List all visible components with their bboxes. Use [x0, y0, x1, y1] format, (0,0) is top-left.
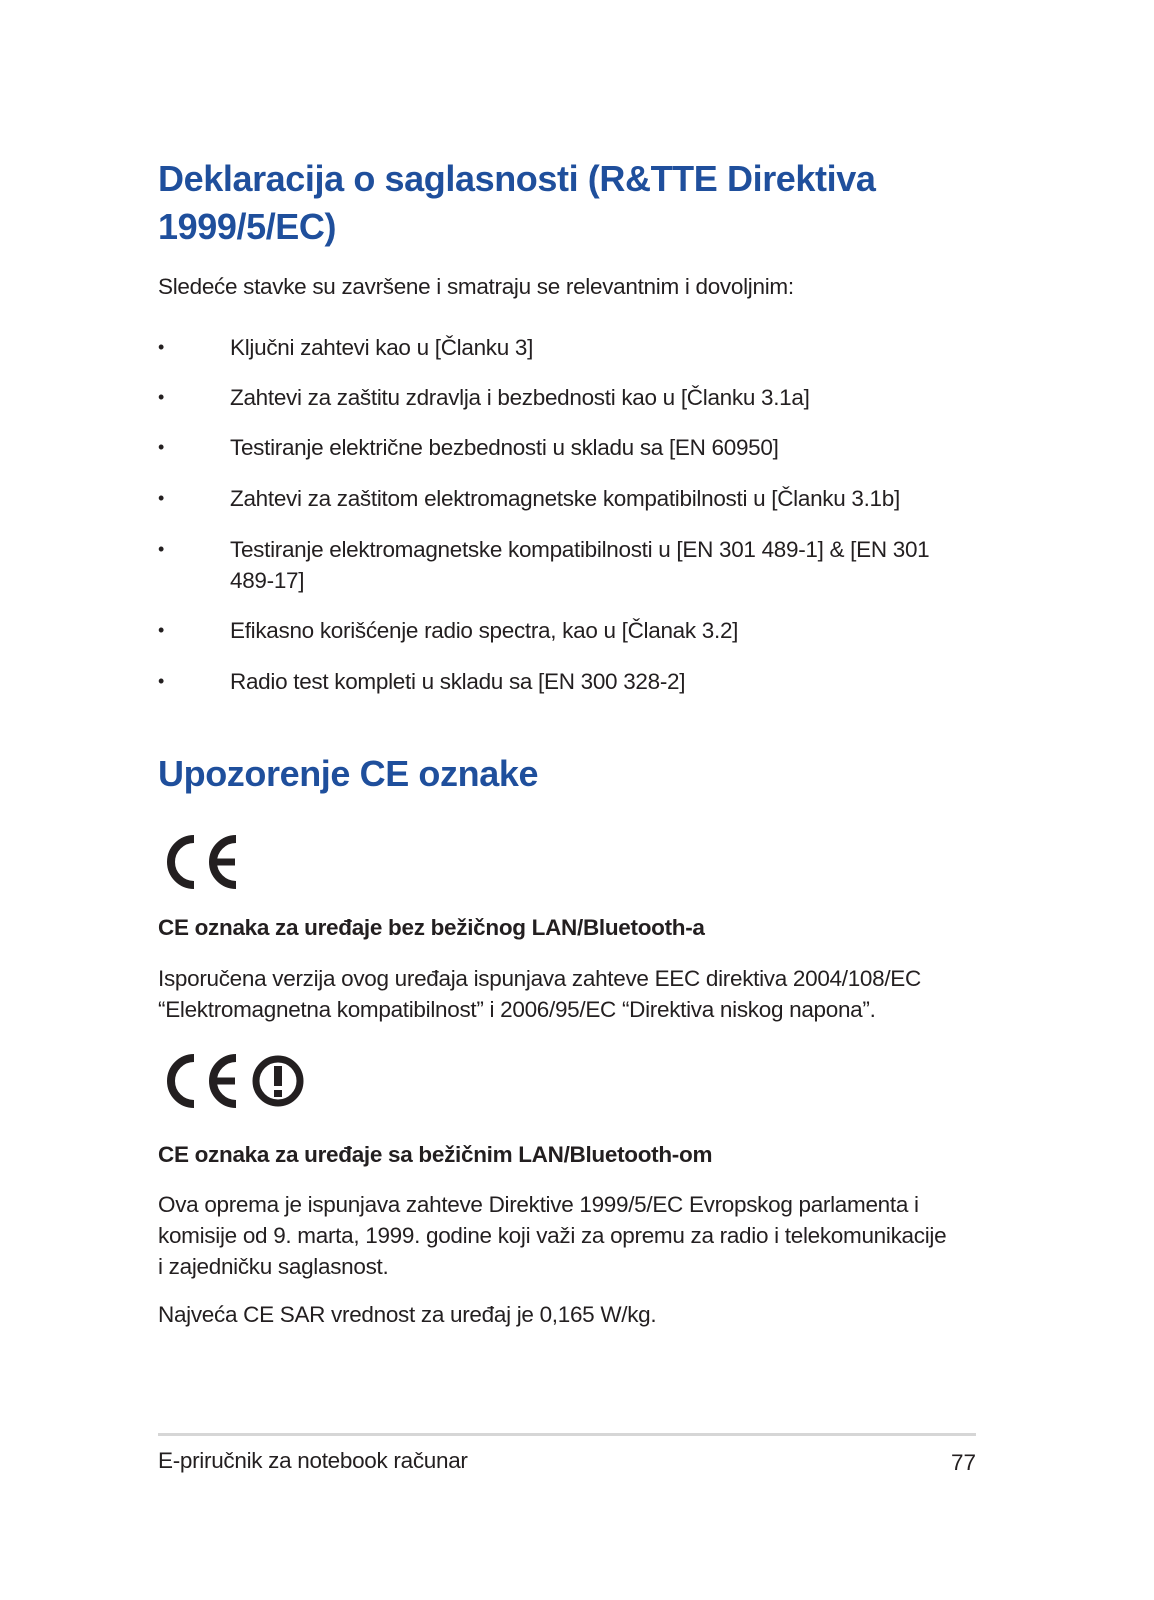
paragraph-without-wireless [158, 963, 978, 1025]
section-title-ce-warning: Upozorenje CE oznake [158, 753, 539, 794]
list-item-text: Zahtevi za zaštitom elektromagnetske kompatibilnosti u [Članku 3.1b] [230, 486, 900, 511]
paragraph-line: komisije od 9. marta, 1999. godine koji važi za opremu za radio i telekomunikacije [158, 1223, 947, 1248]
ce-mark-icon [163, 834, 243, 895]
list-item-text-line-1: Testiranje elektromagnetske kompatibilnosti u [EN 301 489-1] & [EN 301 [230, 537, 930, 562]
list-item-text [230, 534, 980, 596]
list-item-text: Radio test kompleti u skladu sa [EN 300 328-2] [230, 669, 686, 694]
list-item-text: Zahtevi za zaštitu zdravlja i bezbednosti kao u [Članku 3.1a] [230, 385, 810, 410]
bullet-icon: • [158, 539, 165, 559]
list-item-text: Efikasno korišćenje radio spectra, kao u [Članak 3.2] [230, 618, 739, 643]
page-number: 77 [950, 1450, 976, 1475]
bullet-icon: • [158, 671, 165, 691]
list-item-text-line-2: 489-17] [230, 568, 305, 593]
paragraph-line: i zajedničku saglasnost. [158, 1254, 389, 1279]
subhead-without-wireless: CE oznaka za uređaje bez bežičnog LAN/Bluetooth-a [158, 915, 705, 940]
bullet-icon: • [158, 337, 165, 357]
title-line-1: Deklaracija o saglasnosti (R&TTE Direktiva [158, 158, 876, 199]
list-item-text: Testiranje električne bezbednosti u skladu sa [EN 60950] [230, 435, 779, 460]
bullet-icon: • [158, 488, 165, 508]
section-title-declaration [158, 155, 1018, 251]
footer-divider [158, 1433, 976, 1436]
ce-mark-svg [163, 834, 243, 890]
paragraph-line: Isporučena verzija ovog uređaja ispunjava zahteve EEC direktiva 2004/108/EC [158, 966, 921, 991]
footer-manual-title: E-priručnik za notebook računar [158, 1448, 468, 1473]
paragraph-with-wireless [158, 1189, 978, 1282]
list-item-text: Ključni zahtevi kao u [Članku 3] [230, 335, 534, 360]
subhead-with-wireless: CE oznaka za uređaje sa bežičnim LAN/Bluetooth-om [158, 1142, 713, 1167]
bullet-icon: • [158, 387, 165, 407]
title-line-2: 1999/5/EC) [158, 206, 337, 247]
paragraph-line: Ova oprema je ispunjava zahteve Direktive 1999/5/EC Evropskog parlamenta i [158, 1192, 919, 1217]
bullet-icon: • [158, 437, 165, 457]
paragraph-line: “Elektromagnetna kompatibilnost” i 2006/95/EC “Direktiva niskog napona”. [158, 997, 876, 1022]
ce-alert-mark-svg [163, 1053, 308, 1109]
bullet-icon: • [158, 620, 165, 640]
sar-value-paragraph: Najveća CE SAR vrednost za uređaj je 0,165 W/kg. [158, 1302, 657, 1327]
ce-alert-mark-icon [163, 1053, 308, 1114]
intro-paragraph: Sledeće stavke su završene i smatraju se relevantnim i dovoljnim: [158, 274, 794, 299]
